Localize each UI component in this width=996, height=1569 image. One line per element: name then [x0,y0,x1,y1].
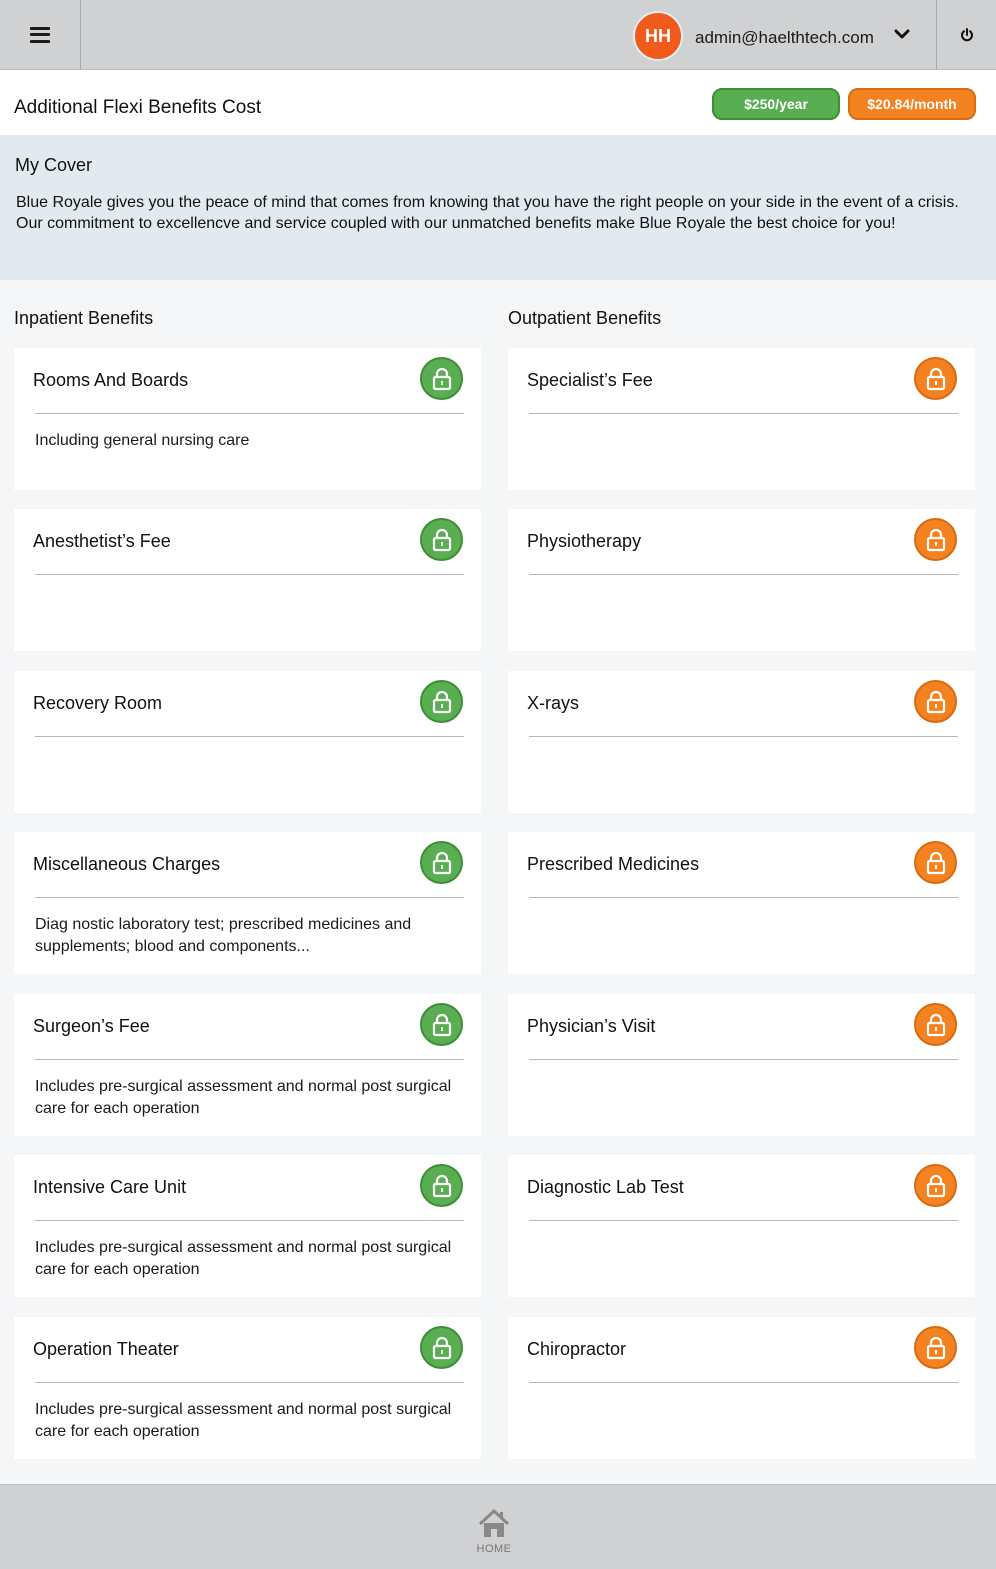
benefit-description: Includes pre-surgical assessment and normal post surgical care for each operation [35,1078,452,1117]
lock-icon[interactable] [420,1003,463,1046]
inpatient-benefit-card[interactable] [14,994,481,1136]
benefit-title: Anesthetist’s Fee [33,531,171,551]
benefit-title: Specialist’s Fee [527,370,653,390]
benefit-description: Diag nostic laboratory test; prescribed medicines and supplements; blood and components... [35,916,412,955]
card-divider [35,1059,464,1060]
card-divider [35,736,464,737]
chevron-down-icon[interactable] [894,26,910,42]
monthly-cost-badge: $20.84/month [848,88,976,120]
benefit-description: Includes pre-surgical assessment and normal post surgical care for each operation [35,1239,452,1278]
benefit-description: Including general nursing care [35,432,250,449]
inpatient-benefit-card[interactable] [14,509,481,651]
outpatient-title: Outpatient Benefits [508,308,662,328]
cover-description: Blue Royale gives you the peace of mind that comes from knowing that you have the right people on your side in the event of a crisis. Our commitment to excellencve and service coupled with our unmatched benefits make Blue Royale the best choice for you! [16,194,959,232]
card-divider [35,1382,464,1383]
outpatient-benefit-card[interactable] [508,994,975,1136]
lock-icon[interactable] [420,518,463,561]
lock-icon[interactable] [420,357,463,400]
inpatient-benefit-card[interactable] [14,671,481,813]
outpatient-benefit-card[interactable] [508,348,975,490]
card-divider [35,1220,464,1221]
lock-icon[interactable] [914,1003,957,1046]
yearly-cost-badge: $250/year [712,88,840,120]
benefit-title: Diagnostic Lab Test [527,1177,684,1197]
outpatient-benefit-card[interactable] [508,1155,975,1297]
power-icon [960,28,974,42]
lock-icon[interactable] [914,1326,957,1369]
avatar[interactable]: HH [633,11,683,61]
menu-button[interactable] [0,0,81,69]
lock-icon[interactable] [420,680,463,723]
inpatient-title: Inpatient Benefits [14,308,154,328]
home-button[interactable] [466,1509,522,1561]
cost-title: Additional Flexi Benefits Cost [14,97,262,118]
card-divider [529,1220,958,1221]
inpatient-benefit-card[interactable] [14,1317,481,1459]
user-email[interactable]: admin@haelthtech.com [695,28,874,47]
lock-icon[interactable] [914,680,957,723]
benefit-title: Rooms And Boards [33,370,189,390]
top-bar [0,0,996,70]
benefit-title: Recovery Room [33,693,163,713]
power-button[interactable] [936,0,996,69]
bottom-nav [0,1484,996,1569]
card-divider [529,1059,958,1060]
card-divider [35,897,464,898]
lock-icon[interactable] [914,1164,957,1207]
benefit-title: Prescribed Medicines [527,854,700,874]
cover-title: My Cover [15,155,93,175]
lock-icon[interactable] [914,841,957,884]
benefit-title: X-rays [527,693,580,713]
lock-icon[interactable] [420,841,463,884]
outpatient-benefit-card[interactable] [508,1317,975,1459]
card-divider [529,574,958,575]
hamburger-icon [30,27,50,43]
inpatient-benefit-card[interactable] [14,348,481,490]
outpatient-benefit-card[interactable] [508,671,975,813]
benefit-title: Physiotherapy [527,531,642,551]
home-icon [478,1509,510,1539]
inpatient-benefit-card[interactable] [14,832,481,974]
lock-icon[interactable] [420,1326,463,1369]
outpatient-benefit-card[interactable] [508,509,975,651]
card-divider [529,413,958,414]
benefit-title: Physician’s Visit [527,1016,656,1036]
card-divider [35,413,464,414]
lock-icon[interactable] [914,357,957,400]
inpatient-benefit-card[interactable] [14,1155,481,1297]
benefit-title: Miscellaneous Charges [33,854,221,874]
lock-icon[interactable] [914,518,957,561]
card-divider [529,1382,958,1383]
card-divider [529,897,958,898]
flexi-cost-row [0,70,996,135]
lock-icon[interactable] [420,1164,463,1207]
benefit-title: Operation Theater [33,1339,179,1359]
benefit-description: Includes pre-surgical assessment and normal post surgical care for each operation [35,1401,452,1440]
card-divider [529,736,958,737]
outpatient-benefit-card[interactable] [508,832,975,974]
my-cover-panel [0,135,996,280]
benefit-title: Chiropractor [527,1339,627,1359]
benefit-title: Surgeon’s Fee [33,1016,150,1036]
home-label: HOME [476,1543,512,1555]
benefit-title: Intensive Care Unit [33,1177,187,1197]
card-divider [35,574,464,575]
